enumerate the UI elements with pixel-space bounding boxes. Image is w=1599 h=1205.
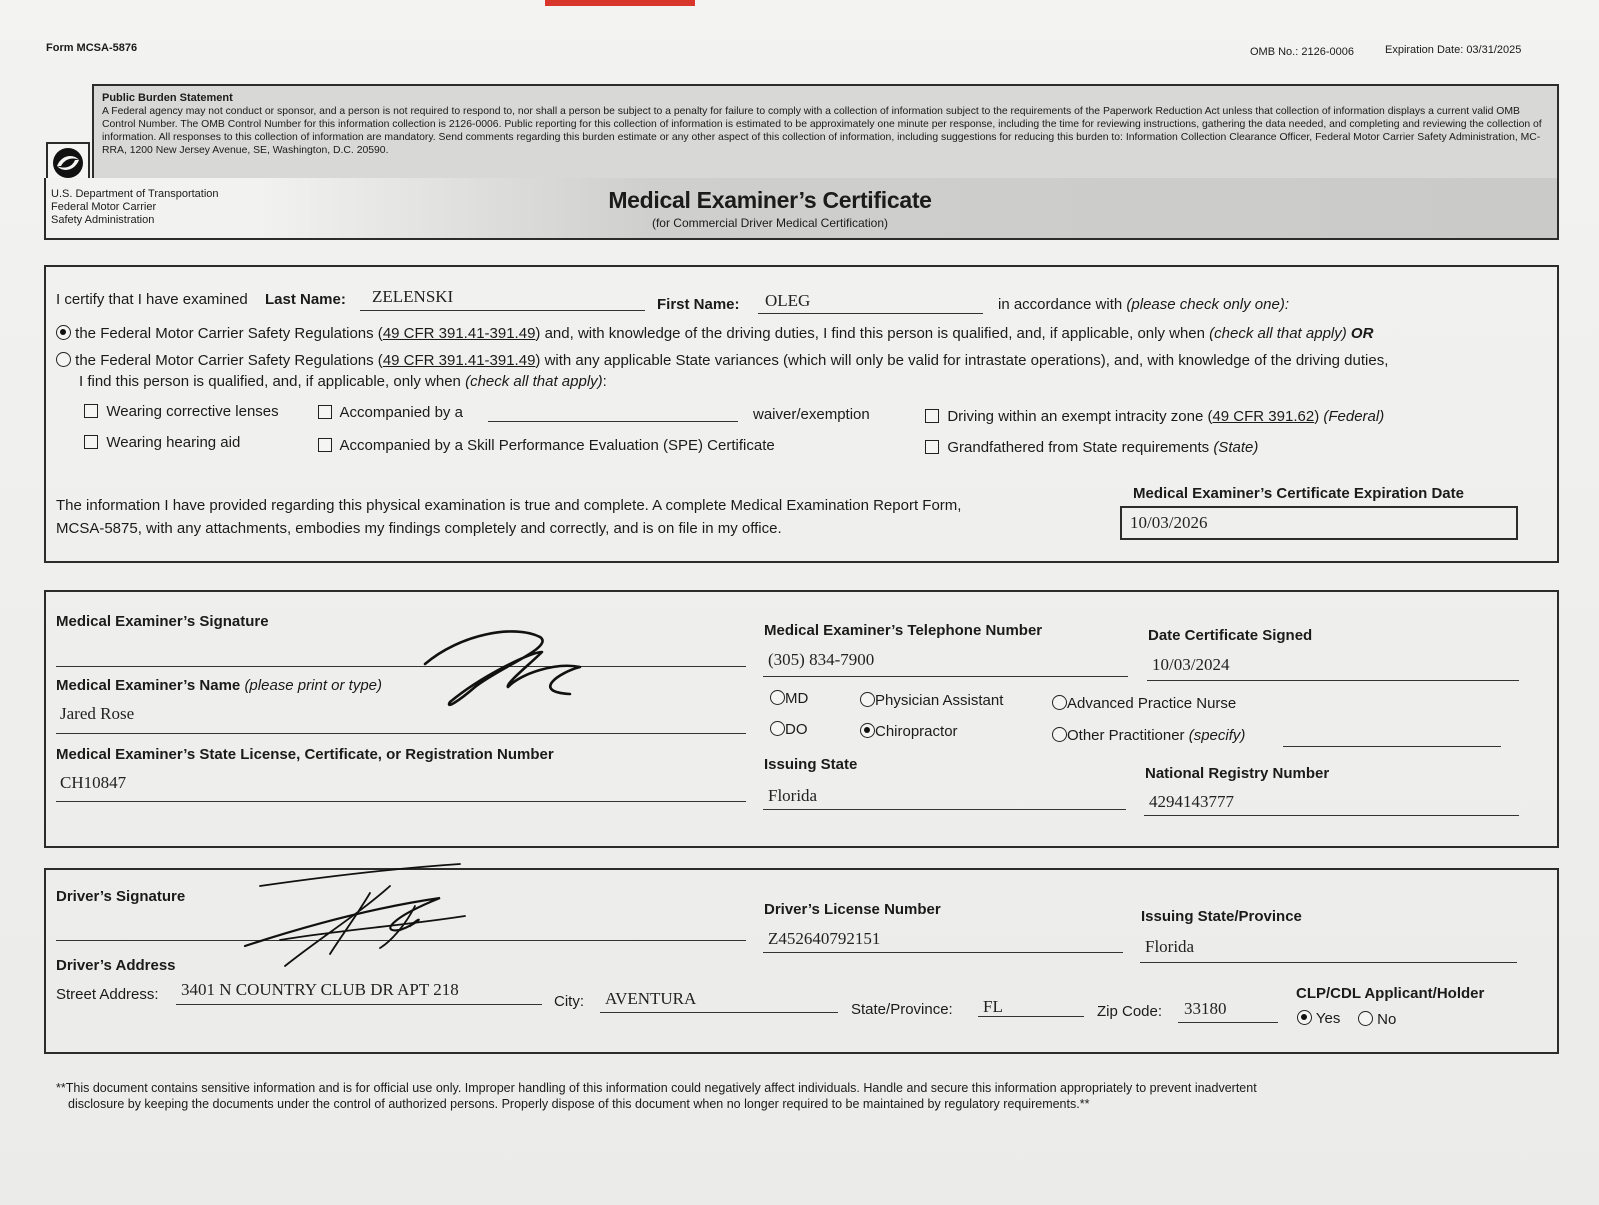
examiner-name-value[interactable]: Jared Rose: [60, 704, 135, 723]
cert-expiration-field[interactable]: [1120, 506, 1518, 540]
radio-do[interactable]: DO: [770, 721, 808, 738]
examiner-signature-line: [56, 666, 746, 667]
examiner-signature-label: Medical Examiner’s Signature: [56, 613, 269, 630]
cb-spe-certificate[interactable]: Accompanied by a Skill Performance Evaluation (SPE) Certificate: [318, 437, 775, 454]
cb-hearing-aid[interactable]: Wearing hearing aid: [84, 434, 240, 451]
cb-accompanied-waiver[interactable]: Accompanied by a: [318, 404, 463, 421]
date-signed-line: [1147, 680, 1519, 681]
driver-signature-label: Driver’s Signature: [56, 888, 186, 905]
first-name-label: First Name:: [657, 296, 740, 313]
driver-issuing-state-value[interactable]: Florida: [1145, 937, 1195, 956]
radio-advanced-practice-nurse[interactable]: Advanced Practice Nurse: [1052, 695, 1236, 712]
title-main: Medical Examiner’s Certificate: [608, 187, 932, 213]
last-name-label: Last Name:: [265, 291, 346, 308]
radio-state-variance[interactable]: [56, 352, 71, 367]
city-line: [600, 1012, 838, 1013]
public-burden-statement: [92, 84, 1559, 184]
first-name-value[interactable]: OLEG: [765, 291, 811, 310]
street-value[interactable]: 3401 N COUNTRY CLUB DR APT 218: [181, 980, 459, 999]
examiner-phone-line: [763, 676, 1128, 677]
cfr-link-1[interactable]: 49 CFR 391.41-391.49: [382, 325, 536, 342]
issuing-state-line: [763, 809, 1126, 810]
driver-license-line: [763, 952, 1123, 953]
radio-other-practitioner[interactable]: Other Practitioner (specify): [1052, 727, 1245, 744]
examiner-phone-value[interactable]: (305) 834-7900: [768, 650, 875, 669]
city-value[interactable]: AVENTURA: [605, 989, 697, 1008]
state-province-line: [978, 1016, 1084, 1017]
form-id: Form MCSA-5876: [46, 42, 138, 54]
date-signed-value[interactable]: 10/03/2024: [1152, 655, 1230, 674]
clp-cdl-label: CLP/CDL Applicant/Holder: [1296, 985, 1485, 1002]
waiver-label: waiver/exemption: [753, 406, 870, 423]
examiner-license-label: Medical Examiner’s State License, Certificate, or Registration Number: [56, 746, 554, 763]
cfr-link-2[interactable]: 49 CFR 391.41-391.49: [382, 352, 536, 369]
burden-title: Public Burden Statement: [102, 92, 233, 104]
driver-license-label: Driver’s License Number: [764, 901, 941, 918]
sensitive-info-footer: **This document contains sensitive information and is for official use only. Improper handling of this information could negatively affect individuals. Handle and secure this information appropriately to prevent inadvertent disclosure by keeping the documents under the control of authorized persons. Properly dispose of this document when no longer required to be maintained by regulatory requirements.**: [56, 1081, 1257, 1111]
option-state-cont: I find this person is qualified, and, if applicable, only when (check all that apply):: [79, 373, 607, 390]
registry-number-line: [1144, 815, 1519, 816]
issuing-state-value[interactable]: Florida: [768, 786, 818, 805]
cb-intracity-zone[interactable]: Driving within an exempt intracity zone (49 CFR 391.62) (Federal): [925, 408, 1384, 425]
driver-signature-drawing: [240, 858, 470, 970]
examiner-name-line: [56, 733, 746, 734]
examiner-license-value[interactable]: CH10847: [60, 773, 127, 792]
red-paper-tab: [545, 0, 695, 6]
last-name-line: [360, 310, 645, 311]
waiver-line: [488, 421, 738, 422]
state-province-value[interactable]: FL: [983, 997, 1003, 1016]
certify-intro: I certify that I have examined: [56, 291, 248, 308]
option-federal: the Federal Motor Carrier Safety Regulations (49 CFR 391.41-391.49) and, with knowledge of the driving duties, I find this person is qualified, and, if applicable, only when (check all that apply) OR: [56, 325, 1556, 342]
date-signed-label: Date Certificate Signed: [1148, 627, 1313, 644]
radio-federal[interactable]: [56, 325, 71, 340]
driver-address-label: Driver’s Address: [56, 957, 176, 974]
registry-number-label: National Registry Number: [1145, 765, 1330, 782]
attestation-statement: The information I have provided regarding this physical examination is true and complete. A complete Medical Examination Report Form, MCSA-5875, with any attachments, embodies my findings completely and correctly, and is on file in my office.: [56, 497, 962, 537]
last-name-value[interactable]: ZELENSKI: [372, 287, 454, 306]
driver-issuing-state-label: Issuing State/Province: [1141, 908, 1302, 925]
state-province-label: State/Province:: [851, 1001, 953, 1018]
omb-number: OMB No.: 2126-0006: [1250, 46, 1354, 58]
examiner-name-label: Medical Examiner’s Name (please print or type): [56, 677, 383, 694]
radio-md[interactable]: MD: [770, 690, 808, 707]
radio-cdl-yes[interactable]: Yes: [1297, 1010, 1340, 1027]
zip-value[interactable]: 33180: [1184, 999, 1227, 1018]
first-name-line: [758, 313, 983, 314]
driver-license-value[interactable]: Z452640792151: [768, 929, 881, 948]
agency-name: U.S. Department of Transportation Federal Motor Carrier Safety Administration: [51, 188, 219, 226]
cfr-link-3[interactable]: 49 CFR 391.62: [1212, 408, 1315, 425]
cb-grandfathered[interactable]: Grandfathered from State requirements (State): [925, 439, 1258, 456]
street-label: Street Address:: [56, 986, 159, 1003]
form-title: [560, 187, 980, 230]
title-sub: (for Commercial Driver Medical Certification): [651, 216, 889, 230]
zip-label: Zip Code:: [1097, 1003, 1163, 1020]
radio-cdl-no[interactable]: No: [1358, 1011, 1396, 1028]
issuing-state-label: Issuing State: [764, 756, 858, 773]
radio-physician-assistant[interactable]: Physician Assistant: [860, 692, 1003, 709]
cb-corrective-lenses[interactable]: Wearing corrective lenses: [84, 403, 279, 420]
cert-expiration-label: Medical Examiner’s Certificate Expiration Date: [1133, 485, 1464, 502]
examiner-signature-drawing: [420, 622, 595, 717]
accordance-text: in accordance with (please check only one):: [998, 296, 1289, 313]
registry-number-value[interactable]: 4294143777: [1149, 792, 1234, 811]
street-line: [176, 1004, 542, 1005]
examiner-phone-label: Medical Examiner’s Telephone Number: [764, 622, 1043, 639]
option-state: the Federal Motor Carrier Safety Regulations (49 CFR 391.41-391.49) with any applicable State variances (which will only be valid for intrastate operations), and, with knowledge of the driving duties,: [56, 352, 1556, 369]
city-label: City:: [554, 993, 584, 1010]
expiration-date: Expiration Date: 03/31/2025: [1385, 44, 1522, 56]
cert-expiration-value: 10/03/2026: [1130, 513, 1208, 532]
other-specify-line: [1283, 746, 1501, 747]
examiner-license-line: [56, 801, 746, 802]
zip-line: [1178, 1022, 1278, 1023]
burden-text: A Federal agency may not conduct or sponsor, and a person is not required to respond to, nor shall a person be subject to a penalty for failure to comply with a collection of information subject to the requirements of the Paperwork Reduction Act unless that collection of information displays a current valid OMB Control Number. The OMB Control Number for this information collection is 2126-0006. Public reporting for this collection of information is estimated to be approximately one minute per response, including the time for reviewing instructions, gathering the data needed, and completing and reviewing the collection of information. All responses to this collection of information are mandatory. Send comments regarding this burden estimate or any other aspect of this collection of information, including suggestions for reducing this burden to: Information Collection Clearance Officer, Federal Motor Carrier Safety Administration, MC-RRA, 1200 New Jersey Avenue, SE, Washington, D.C. 20590.: [102, 106, 1542, 156]
driver-issuing-state-line: [1140, 962, 1517, 963]
radio-chiropractor[interactable]: Chiropractor: [860, 723, 958, 740]
